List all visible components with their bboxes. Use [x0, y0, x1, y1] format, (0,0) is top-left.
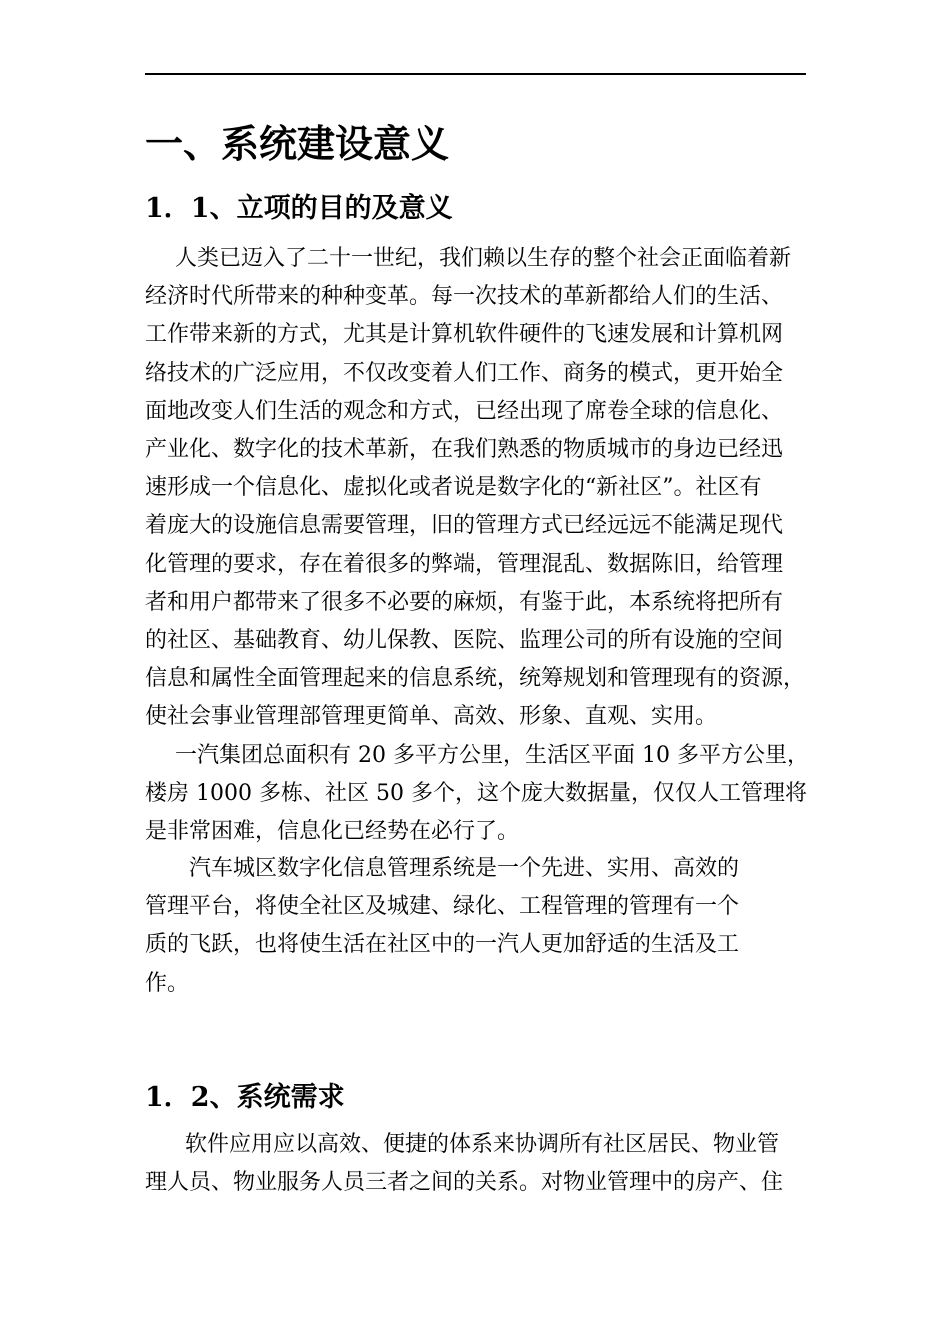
- paragraph-line: 作。: [145, 970, 190, 996]
- paragraph-scale: [145, 737, 807, 852]
- paragraph-line: 管理平台，将使全社区及城建、绿化、工程管理的管理有一个: [145, 894, 740, 920]
- paragraph-line: 理人员、物业服务人员三者之间的关系。对物业管理中的房产、住: [145, 1170, 784, 1196]
- paragraph-line: 一汽集团总面积有 20 多平方公里，生活区平面 10 多平方公里，: [175, 743, 809, 768]
- paragraph-line: 产业化、数字化的技术革新，在我们熟悉的物质城市的身边已经迅: [145, 436, 784, 462]
- paragraph-line: 者和用户都带来了很多不必要的麻烦，有鉴于此，本系统将把所有: [145, 589, 784, 615]
- paragraph-requirements: [145, 1126, 807, 1202]
- paragraph-line: 人类已迈入了二十一世纪，我们赖以生存的整个社会正面临着新: [175, 246, 792, 271]
- paragraph-line: 的社区、基础教育、幼儿保教、医院、监理公司的所有设施的空间: [145, 627, 784, 653]
- paragraph-line: 工作带来新的方式，尤其是计算机软件硬件的飞速发展和计算机网: [145, 322, 784, 348]
- paragraph-line: 软件应用应以高效、便捷的体系来协调所有社区居民、物业管: [185, 1132, 780, 1157]
- paragraph-line: 是非常困难，信息化已经势在必行了。: [145, 819, 520, 845]
- chapter-title: 一、系统建设意义: [145, 121, 450, 166]
- paragraph-line: 络技术的广泛应用，不仅改变着人们工作、商务的模式，更开始全: [145, 360, 784, 386]
- paragraph-system-summary: [145, 850, 807, 1003]
- paragraph-line: 化管理的要求，存在着很多的弊端，管理混乱、数据陈旧，给管理: [145, 551, 784, 577]
- paragraph-line: 使社会事业管理部管理更简单、高效、形象、直观、实用。: [145, 704, 718, 730]
- paragraph-line: 着庞大的设施信息需要管理，旧的管理方式已经远远不能满足现代: [145, 513, 784, 539]
- paragraph-line: 速形成一个信息化、虚拟化或者说是数字化的“新社区”。社区有: [145, 475, 762, 501]
- paragraph-line: 经济时代所带来的种种变革。每一次技术的革新都给人们的生活、: [145, 284, 784, 310]
- paragraph-line: 汽车城区数字化信息管理系统是一个先进、实用、高效的: [189, 856, 740, 881]
- paragraph-line: 质的飞跃，也将使生活在社区中的一汽人更加舒适的生活及工: [145, 932, 740, 958]
- section-heading-1-2: 1．2、系统需求: [145, 1082, 345, 1113]
- paragraph-purpose: [145, 240, 807, 736]
- paragraph-line: 信息和属性全面管理起来的信息系统，统筹规划和管理现有的资源，: [145, 666, 806, 692]
- paragraph-line: 楼房 1000 多栋、社区 50 多个，这个庞大数据量，仅仅人工管理将: [145, 781, 807, 807]
- section-heading-1-1: 1．1、立项的目的及意义: [145, 193, 453, 224]
- header-rule: [145, 73, 806, 75]
- paragraph-line: 面地改变人们生活的观念和方式，已经出现了席卷全球的信息化、: [145, 398, 784, 424]
